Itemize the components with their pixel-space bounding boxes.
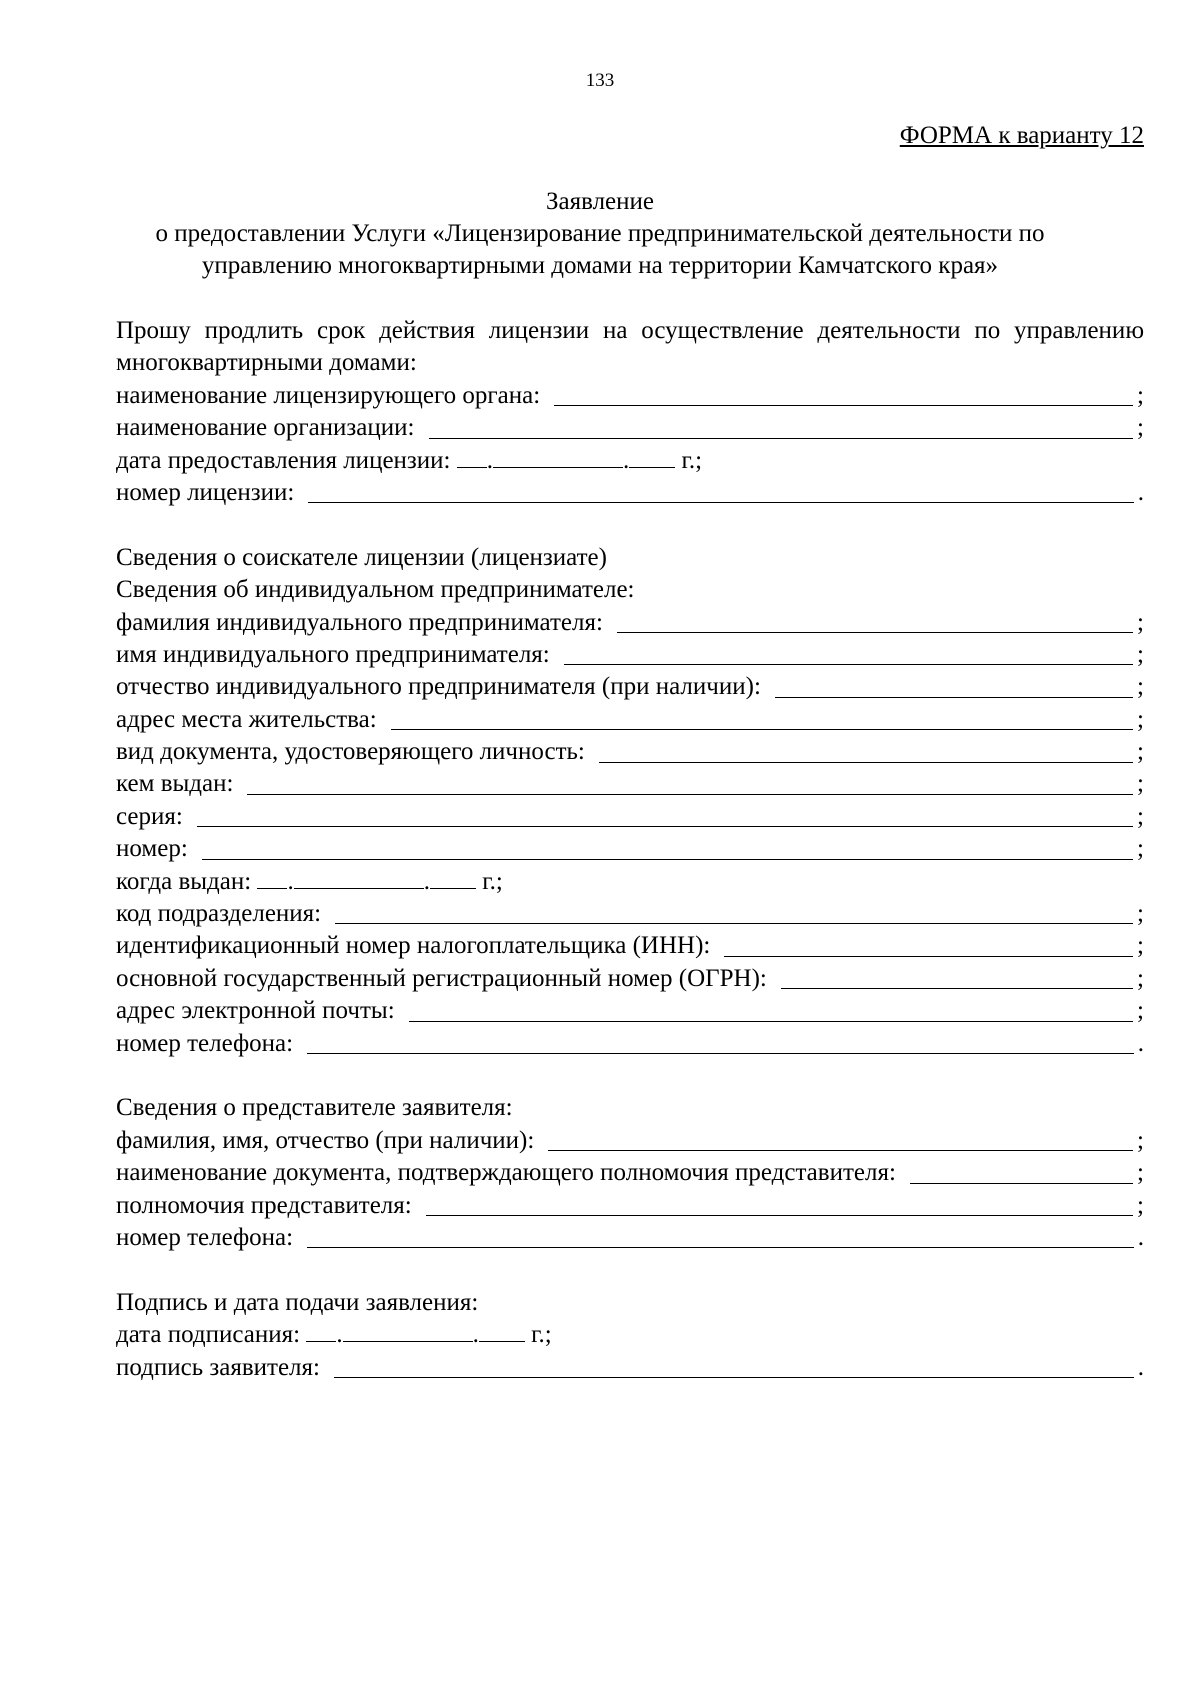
form-body xyxy=(116,315,1144,1384)
series-field[interactable]: серия: ; xyxy=(116,801,1144,833)
inn-field[interactable]: идентификационный номер налогоплательщика (ИНН): ; xyxy=(116,930,1144,962)
document-subtitle-line-1: о предоставлении Услуги «Лицензирование предпринимательской деятельности по xyxy=(155,220,1045,247)
license-issue-date-field[interactable]: дата предоставления лицензии: . . г.; xyxy=(116,446,703,474)
blank-line[interactable] xyxy=(391,728,1133,730)
blank-line[interactable] xyxy=(554,404,1133,406)
blank-line[interactable] xyxy=(781,987,1133,989)
field-label: когда выдан: xyxy=(116,867,252,895)
field-label: полномочия представителя: xyxy=(116,1191,412,1219)
field-label: вид документа, удостоверяющего личность: xyxy=(116,738,585,766)
field-label: имя индивидуального предпринимателя: xyxy=(116,640,550,668)
blank-line[interactable] xyxy=(197,825,1133,827)
field-label: номер телефона: xyxy=(116,1029,294,1057)
blank-line[interactable] xyxy=(308,501,1133,503)
document-subtitle-line-2: управлению многоквартирными домами на территории Камчатского края» xyxy=(201,252,999,279)
blank-line[interactable] xyxy=(548,1149,1133,1151)
field-label: наименование документа, подтверждающего полномочия представителя: xyxy=(116,1159,896,1187)
field-label: кем выдан: xyxy=(116,770,234,798)
field-label: фамилия, имя, отчество (при наличии): xyxy=(116,1126,535,1154)
blank-line[interactable] xyxy=(775,696,1133,698)
field-label: номер телефона: xyxy=(116,1223,294,1251)
representative-heading: Сведения о представителе заявителя: xyxy=(116,1094,513,1122)
day-blank[interactable] xyxy=(306,1340,336,1342)
first-name-field[interactable]: имя индивидуального предпринимателя: ; xyxy=(116,639,1144,671)
ogrn-field[interactable]: основной государственный регистрационный номер (ОГРН): ; xyxy=(116,963,1144,995)
blank-line[interactable] xyxy=(335,922,1133,924)
license-number-field[interactable]: номер лицензии: . xyxy=(116,477,1144,509)
day-blank[interactable] xyxy=(257,887,287,889)
applicant-heading: Сведения о соискателе лицензии (лицензиате) xyxy=(116,543,607,571)
field-label: дата подписания: xyxy=(116,1321,301,1349)
page-number: 133 xyxy=(585,70,615,91)
blank-line[interactable] xyxy=(202,858,1133,860)
document-issue-date-field[interactable]: когда выдан: . . г.; xyxy=(116,867,503,895)
year-blank[interactable] xyxy=(430,887,476,889)
organization-name-field[interactable]: наименование организации: ; xyxy=(116,412,1144,444)
field-label: подпись заявителя: xyxy=(116,1353,320,1381)
form-reference: ФОРМА к варианту 12 xyxy=(899,122,1144,149)
field-label: адрес электронной почты: xyxy=(116,997,395,1025)
blank-line[interactable] xyxy=(334,1376,1134,1378)
field-label: номер: xyxy=(116,835,188,863)
blank-line[interactable] xyxy=(247,793,1133,795)
blank-line[interactable] xyxy=(307,1052,1134,1054)
representative-phone-field[interactable]: номер телефона: . xyxy=(116,1222,1144,1254)
field-label: адрес места жительства: xyxy=(116,705,377,733)
month-blank[interactable] xyxy=(343,1340,473,1342)
intro-paragraph: Прошу продлить срок действия лицензии на осуществление деятельности по управлению многоквартирными домами: xyxy=(116,317,1144,377)
field-label: фамилия индивидуального предпринимателя: xyxy=(116,608,603,636)
applicant-signature-field[interactable]: подпись заявителя: . xyxy=(116,1352,1144,1384)
blank-line[interactable] xyxy=(426,1214,1133,1216)
title-block xyxy=(100,186,1100,282)
blank-line[interactable] xyxy=(409,1020,1133,1022)
id-document-type-field[interactable]: вид документа, удостоверяющего личность: ; xyxy=(116,736,1144,768)
residence-address-field[interactable]: адрес места жительства: ; xyxy=(116,704,1144,736)
field-label: дата предоставления лицензии: xyxy=(116,446,451,474)
representative-fio-field[interactable]: фамилия, имя, отчество (при наличии): ; xyxy=(116,1125,1144,1157)
document-number-field[interactable]: номер: ; xyxy=(116,833,1144,865)
entrepreneur-subheading: Сведения об индивидуальном предпринимателе: xyxy=(116,576,635,604)
document-title: Заявление xyxy=(545,188,655,215)
issued-by-field[interactable]: кем выдан: ; xyxy=(116,769,1144,801)
blank-line[interactable] xyxy=(307,1246,1134,1248)
representative-powers-field[interactable]: полномочия представителя: ; xyxy=(116,1190,1144,1222)
field-label: наименование лицензирующего органа: xyxy=(116,381,541,409)
authority-document-field[interactable]: наименование документа, подтверждающего полномочия представителя: ; xyxy=(116,1157,1144,1189)
blank-line[interactable] xyxy=(910,1182,1133,1184)
blank-line[interactable] xyxy=(617,631,1133,633)
year-blank[interactable] xyxy=(479,1340,525,1342)
field-label: наименование организации: xyxy=(116,414,415,442)
patronymic-field[interactable]: отчество индивидуального предпринимателя (при наличии): ; xyxy=(116,671,1144,703)
phone-field[interactable]: номер телефона: . xyxy=(116,1028,1144,1060)
blank-line[interactable] xyxy=(564,663,1133,665)
field-label: идентификационный номер налогоплательщика (ИНН): xyxy=(116,932,711,960)
blank-line[interactable] xyxy=(429,437,1134,439)
surname-field[interactable]: фамилия индивидуального предпринимателя: ; xyxy=(116,607,1144,639)
signature-heading: Подпись и дата подачи заявления: xyxy=(116,1288,479,1316)
email-field[interactable]: адрес электронной почты: ; xyxy=(116,995,1144,1027)
field-label: код подразделения: xyxy=(116,900,322,928)
month-blank[interactable] xyxy=(294,887,424,889)
day-blank[interactable] xyxy=(457,466,487,468)
signing-date-field[interactable]: дата подписания: . . г.; xyxy=(116,1321,552,1349)
month-blank[interactable] xyxy=(493,466,623,468)
year-blank[interactable] xyxy=(629,466,675,468)
license-authority-field[interactable]: наименование лицензирующего органа: ; xyxy=(116,380,1144,412)
blank-line[interactable] xyxy=(599,761,1133,763)
field-label: отчество индивидуального предпринимателя (при наличии): xyxy=(116,673,761,701)
field-label: серия: xyxy=(116,802,183,830)
division-code-field[interactable]: код подразделения: ; xyxy=(116,898,1144,930)
blank-line[interactable] xyxy=(724,955,1133,957)
field-label: номер лицензии: xyxy=(116,478,295,506)
field-label: основной государственный регистрационный номер (ОГРН): xyxy=(116,964,767,992)
